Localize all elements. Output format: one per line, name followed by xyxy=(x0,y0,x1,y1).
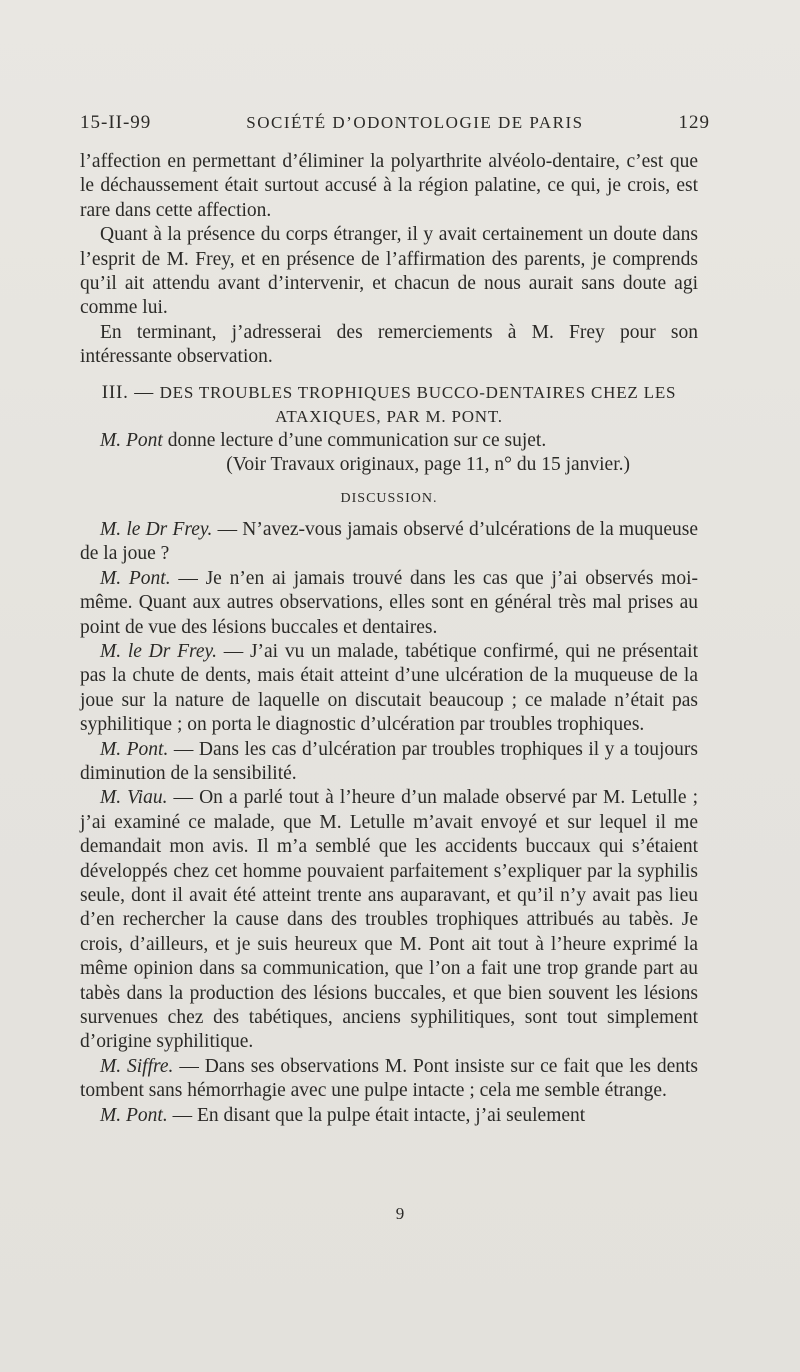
header-date: 15-II-99 xyxy=(80,112,152,133)
speech-text: donne lecture d’une communication sur ce sujet. xyxy=(162,429,547,451)
header-page-number: 129 xyxy=(678,112,710,133)
speech-text: — Je n’en ai jamais trouvé dans les cas que j’ai observés moi-même. Quant aux autres observations, elles sont en général très mal prises au point de vue des lésions buccales et dentaires. xyxy=(80,567,698,638)
speech-text: — Dans ses observations M. Pont insiste sur ce fait que les dents tombent sans hémorrhagie avec une pulpe intacte ; cela me semble étrange. xyxy=(80,1055,698,1102)
speech-text: — J’ai vu un malade, tabétique confirmé, qui ne présentait pas la chute de dents, mais était atteint d’une ulcération de la muqueuse de la joue sur la nature de laquelle on discutait beaucoup ; ce malade n’était pas syphilitique ; on porta le diagnostic d’ulcération par troubles trophiques. xyxy=(80,640,699,736)
speaker-name: M. le Dr Frey. xyxy=(100,518,213,540)
speech-paragraph xyxy=(80,518,698,567)
discussion-heading: DISCUSSION. xyxy=(340,491,438,507)
section-number: III. — xyxy=(101,381,160,403)
section-title: DES TROUBLES TROPHIQUES BUCCO-DENTAIRES CHEZ LES ATAXIQUES, PAR M. PONT. xyxy=(159,382,677,426)
speaker-name: M. Pont. xyxy=(100,1104,168,1126)
running-header xyxy=(80,112,710,134)
signature-mark: 9 xyxy=(395,1204,405,1223)
body-text xyxy=(80,150,698,1128)
speaker-name: M. Viau. xyxy=(100,787,168,809)
speech-text: — En disant que la pulpe était intacte, j’ai seulement xyxy=(167,1104,586,1126)
paragraph: Quant à la présence du corps étranger, il y avait certainement un doute dans l’esprit de M. Frey, et en présence de l’affirmation des parents, je comprends qu’il ait attendu avant d’intervenir, et chacun de nous aurait sans doute agi comme lui. xyxy=(80,224,698,319)
speech-paragraph xyxy=(80,1055,698,1104)
paragraph: l’affection en permettant d’éliminer la polyarthrite alvéolo-dentaire, c’est que le déchaussement était surtout accusé à la région palatine, ce qui, je crois, est rare dans cette affection. xyxy=(80,151,698,221)
reference-note: (Voir Travaux originaux, page 11, n° du 15 janvier.) xyxy=(226,454,630,476)
speech-paragraph xyxy=(80,1104,698,1128)
section-heading xyxy=(80,381,698,429)
speech-paragraph xyxy=(80,640,698,738)
paragraph: En terminant, j’adresserai des remerciements à M. Frey pour son intéressante observation. xyxy=(80,321,698,368)
speech-paragraph xyxy=(80,429,698,453)
speech-paragraph xyxy=(80,786,698,1054)
speech-text: — Dans les cas d’ulcération par troubles trophiques il y a toujours diminution de la sensibilité. xyxy=(80,738,699,784)
speaker-name: M. le Dr Frey. xyxy=(100,640,217,662)
speaker-name: M. Siffre. xyxy=(100,1055,174,1077)
speaker-name: M. Pont xyxy=(100,429,163,451)
speaker-name: M. Pont. xyxy=(100,567,171,589)
speaker-name: M. Pont. xyxy=(100,738,169,760)
speech-paragraph xyxy=(80,738,698,787)
speech-text: — N’avez-vous jamais observé d’ulcérations de la muqueuse de la joue ? xyxy=(80,518,698,565)
header-title: SOCIÉTÉ D’ODONTOLOGIE DE PARIS xyxy=(246,113,584,132)
speech-paragraph xyxy=(80,567,698,640)
speech-text: — On a parlé tout à l’heure d’un malade observé par M. Letulle ; j’ai examiné ce malade, que M. Letulle m’avait envoyé et sur lequel il me demandait mon avis. Il m’a semblé que les accidents buccaux qui s’étaient développés chez cet homme pouvaient parfaitement s’expliquer par la syphilis seule, dont il avait été atteint trente ans auparavant, et qu’il n’y avait pas lieu d’en rechercher la cause dans des troubles trophiques attribués au tabès. Je crois, d’ailleurs, et je suis heureux que M. Pont ait tout à l’heure exprimé la même opinion dans sa communication, que l’on a fait une trop grande part au tabès dans la production des lésions buccales, et que bien souvent les lésions survenues chez des tabétiques, anciens syphilitiques, sont tout simplement d’origine syphilitique. xyxy=(80,787,698,1053)
